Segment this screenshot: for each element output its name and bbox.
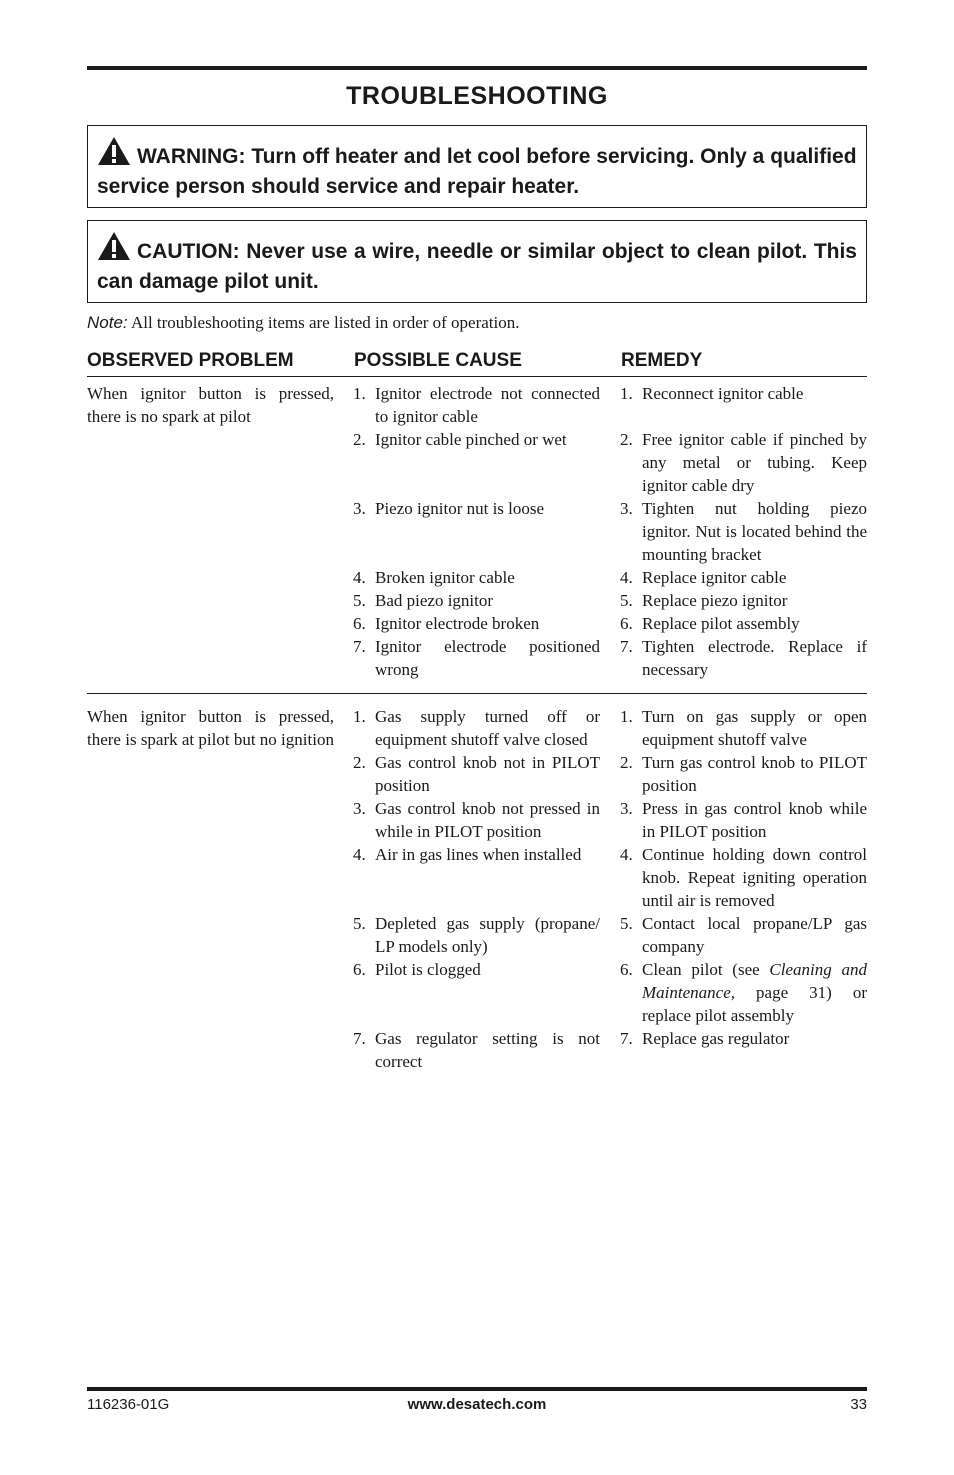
caution-text: CAUTION: Never use a wire, needle or similar object to clean pilot. This can damage pilot unit.: [97, 240, 857, 293]
remedy-text: Reconnect ignitor cable: [642, 384, 804, 403]
cause-text: Gas supply turned off or equipment shutoff valve closed: [375, 707, 600, 749]
possible-cause: [353, 635, 600, 681]
remedy: [620, 751, 867, 797]
cause-remedy-pair: [353, 705, 867, 751]
item-number: 3.: [620, 799, 633, 818]
observed-problem: When ignitor button is pressed, there is no spark at pilot: [87, 384, 334, 426]
remedy-text: Replace piezo ignitor: [642, 591, 788, 610]
possible-cause: [353, 1027, 600, 1073]
possible-cause: [353, 705, 600, 751]
remedy: [620, 566, 867, 589]
remedy: [620, 705, 867, 751]
item-number: 3.: [353, 799, 366, 818]
cause-text: Air in gas lines when installed: [375, 845, 582, 864]
possible-cause: [353, 589, 600, 612]
remedy-text: Tighten nut holding piezo ignitor. Nut is located behind the mounting bracket: [642, 499, 867, 564]
cause-remedy-pair: [353, 912, 867, 958]
possible-cause: [353, 497, 600, 566]
remedy: [620, 382, 867, 428]
remedy: [620, 589, 867, 612]
cause-remedy-pair: [353, 958, 867, 1027]
possible-cause: [353, 751, 600, 797]
possible-cause: [353, 382, 600, 428]
item-number: 2.: [620, 430, 633, 449]
cause-remedy-pair: [353, 843, 867, 912]
remedy: [620, 428, 867, 497]
note-text: All troubleshooting items are listed in order of operation.: [130, 313, 520, 332]
cause-text: Broken ignitor cable: [375, 568, 515, 587]
cause-text: Ignitor electrode not connected to ignitor cable: [375, 384, 600, 426]
item-number: 7.: [620, 1029, 633, 1048]
header-remedy: REMEDY: [621, 350, 703, 371]
cause-remedy-pair: [353, 1027, 867, 1073]
item-number: 5.: [353, 591, 366, 610]
cause-remedy-pair: [353, 382, 867, 428]
table-body: [87, 377, 867, 1073]
warning-text: WARNING: Turn off heater and let cool before servicing. Only a qualified service person should service and repair heater.: [97, 145, 857, 198]
page-number: 33: [850, 1396, 867, 1413]
remedy: [620, 497, 867, 566]
header-observed: OBSERVED PROBLEM: [87, 350, 294, 371]
item-number: 7.: [353, 637, 366, 656]
possible-cause: [353, 843, 600, 912]
item-number: 4.: [353, 845, 366, 864]
cause-text: Gas control knob not pressed in while in PILOT position: [375, 799, 600, 841]
item-number: 5.: [620, 591, 633, 610]
item-number: 5.: [620, 914, 633, 933]
table-row: [87, 694, 867, 1073]
warning-icon: [97, 231, 131, 268]
item-number: 1.: [353, 384, 366, 403]
remedy: [620, 912, 867, 958]
cause-text: Ignitor electrode positioned wrong: [375, 637, 600, 679]
remedy-text: Replace gas regulator: [642, 1029, 790, 1048]
possible-cause: [353, 958, 600, 1027]
page-title: TROUBLESHOOTING: [346, 82, 608, 110]
remedy-text: Replace pilot assembly: [642, 614, 800, 633]
warning-box: [87, 125, 867, 208]
possible-cause: [353, 797, 600, 843]
possible-cause: [353, 912, 600, 958]
cause-remedy-pair: [353, 612, 867, 635]
item-number: 7.: [353, 1029, 366, 1048]
remedy: [620, 635, 867, 681]
cause-text: Pilot is clogged: [375, 960, 481, 979]
table-row: [87, 377, 867, 694]
remedy: [620, 843, 867, 912]
item-number: 4.: [620, 845, 633, 864]
cause-text: Depleted gas supply (propane/ LP models only): [375, 914, 600, 956]
cause-remedy-pair: [353, 797, 867, 843]
item-number: 1.: [620, 707, 633, 726]
cause-text: Ignitor electrode broken: [375, 614, 540, 633]
bottom-rule: [87, 1387, 867, 1391]
table-header: [87, 350, 867, 377]
remedy-text: Replace ignitor cable: [642, 568, 787, 587]
remedy: [620, 958, 867, 1027]
caution-box: [87, 220, 867, 303]
item-number: 2.: [620, 753, 633, 772]
possible-cause: [353, 612, 600, 635]
remedy-text: Turn gas control knob to PILOT position: [642, 753, 867, 795]
item-number: 1.: [353, 707, 366, 726]
item-number: 1.: [620, 384, 633, 403]
cause-text: Ignitor cable pinched or wet: [375, 430, 567, 449]
page-content: [87, 66, 867, 1073]
remedy: [620, 797, 867, 843]
note: [87, 313, 867, 333]
item-number: 7.: [620, 637, 633, 656]
possible-cause: [353, 566, 600, 589]
cause-text: Gas regulator setting is not correct: [375, 1029, 600, 1071]
cause-text: Bad piezo ignitor: [375, 591, 494, 610]
document-number: 116236-01G: [87, 1396, 170, 1413]
cause-text: Gas control knob not in PILOT position: [375, 753, 600, 795]
cause-remedy-pair: [353, 635, 867, 681]
cause-text: Piezo ignitor nut is loose: [375, 499, 545, 518]
cause-remedy-pair: [353, 751, 867, 797]
cause-remedy-pair: [353, 589, 867, 612]
item-number: 6.: [353, 960, 366, 979]
observed-problem: When ignitor button is pressed, there is spark at pilot but no ignition: [87, 707, 334, 749]
remedy-text: Turn on gas supply or open equipment shutoff valve: [642, 707, 867, 749]
item-number: 2.: [353, 430, 366, 449]
header-cause: POSSIBLE CAUSE: [354, 350, 522, 371]
item-number: 6.: [620, 614, 633, 633]
item-number: 5.: [353, 914, 366, 933]
remedy: [620, 612, 867, 635]
manual-section-reference: Cleaning and Maintenance,: [642, 960, 867, 1002]
remedy-text: Tighten electrode. Replace if necessary: [642, 637, 867, 679]
note-label: Note:: [87, 313, 128, 332]
remedy-text: Continue holding down control knob. Repeat igniting operation until air is removed: [642, 845, 867, 910]
cause-remedy-pair: [353, 497, 867, 566]
website-link[interactable]: www.desatech.com: [407, 1396, 547, 1413]
remedy-text: Clean pilot (see Cleaning and Maintenance, page 31) or replace pilot assembly: [642, 960, 867, 1025]
possible-cause: [353, 428, 600, 497]
remedy-text: Contact local propane/LP gas company: [642, 914, 867, 956]
item-number: 3.: [353, 499, 366, 518]
remedy-text: Press in gas control knob while in PILOT position: [642, 799, 867, 841]
item-number: 4.: [620, 568, 633, 587]
item-number: 4.: [353, 568, 366, 587]
remedy-text: Free ignitor cable if pinched by any metal or tubing. Keep ignitor cable dry: [642, 430, 867, 495]
cause-remedy-pair: [353, 566, 867, 589]
item-number: 2.: [353, 753, 366, 772]
warning-icon: [97, 136, 131, 173]
remedy: [620, 1027, 867, 1073]
item-number: 3.: [620, 499, 633, 518]
item-number: 6.: [353, 614, 366, 633]
item-number: 6.: [620, 960, 633, 979]
top-rule: [87, 66, 867, 70]
cause-remedy-pair: [353, 428, 867, 497]
